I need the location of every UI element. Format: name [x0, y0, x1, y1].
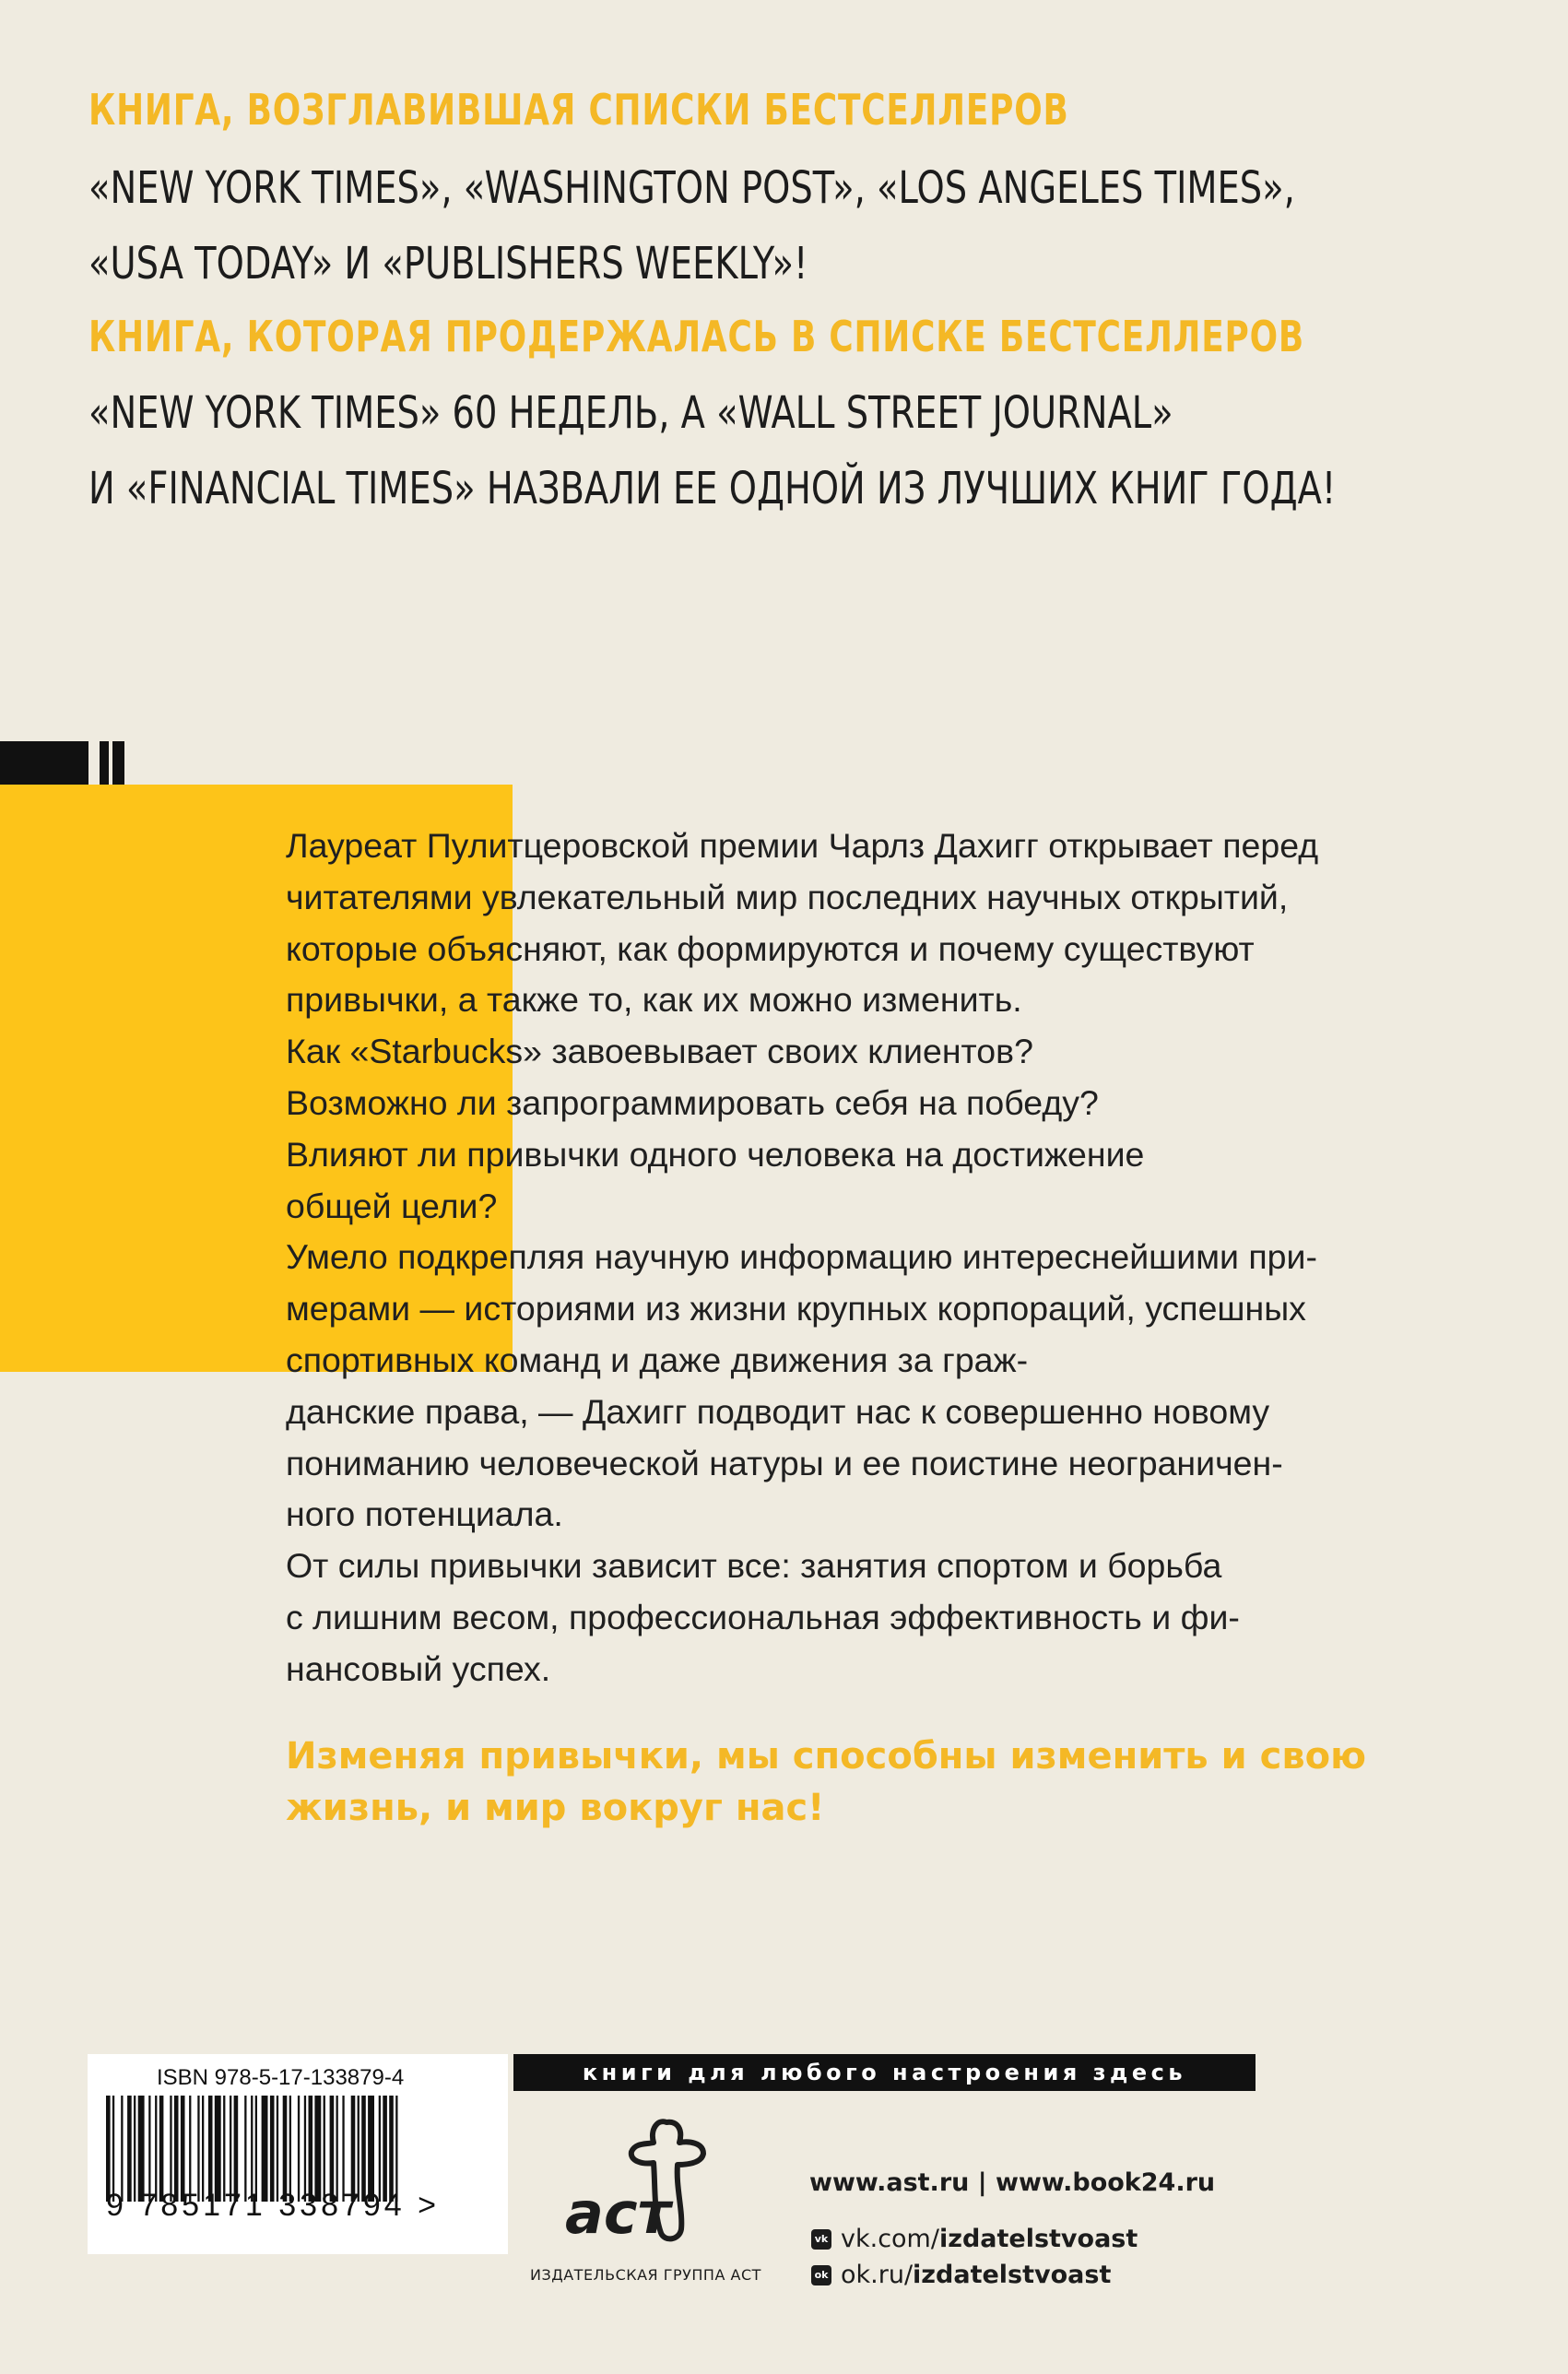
description-line: привычки, а также то, как их можно изменить. — [286, 980, 1022, 1020]
header-line-4: И «FINANCIAL TIMES» НАЗВАЛИ ЕЕ ОДНОЙ ИЗ ЛУЧШИХ КНИГ ГОДА! — [88, 463, 1337, 514]
description-line: пониманию человеческой натуры и ее поистине неограничен- — [286, 1443, 1283, 1482]
description-line: Влияют ли привычки одного человека на достижение — [286, 1134, 1145, 1174]
closing-statement — [286, 1730, 1539, 1834]
vk-link[interactable] — [811, 2225, 1138, 2253]
description-line: Умело подкрепляя научную информацию интереснейшими при- — [286, 1237, 1317, 1277]
closing-line: жизнь, и мир вокруг нас! — [286, 1787, 825, 1829]
closing-line: Изменяя привычки, мы способны изменить и свою — [286, 1735, 1366, 1778]
slogan-bar: книги для любого настроения здесь — [513, 2054, 1256, 2091]
barcode-digits: 9 785171 338794 > — [106, 2188, 441, 2223]
description-line: Как «Starbucks» завоевывает своих клиентов? — [286, 1032, 1033, 1071]
description-line: с лишним весом, профессиональная эффективность и фи- — [286, 1597, 1240, 1636]
description-line: читателями увлекательный мир последних научных открытий, — [286, 877, 1289, 916]
description-line: Лауреат Пулитцеровской премии Чарлз Дахигг открывает перед — [286, 826, 1319, 865]
ok-handle: izdatelstvoast — [913, 2261, 1112, 2289]
description-line: мерами — историями из жизни крупных корпораций, успешных — [286, 1289, 1306, 1329]
barcode-icon — [106, 2096, 493, 2202]
headline-bestseller-duration: КНИГА, КОТОРАЯ ПРОДЕРЖАЛАСЬ В СПИСКЕ БЕСТСЕЛЛЕРОВ — [88, 312, 1305, 361]
ok-prefix: ok.ru/ — [841, 2261, 914, 2289]
header-line-1: «NEW YORK TIMES», «WASHINGTON POST», «LOS ANGELES TIMES», — [88, 162, 1295, 214]
ok-icon: ok — [811, 2265, 831, 2285]
description-line: общей цели? — [286, 1186, 498, 1225]
vk-prefix: vk.com/ — [841, 2225, 939, 2253]
ok-link[interactable] — [811, 2261, 1111, 2289]
book-description — [286, 821, 1521, 1695]
description-line: спортивных команд и даже движения за граж- — [286, 1340, 1029, 1379]
ast-logo-icon — [558, 2111, 724, 2259]
description-line: которые объясняют, как формируются и почему существуют — [286, 928, 1255, 968]
headline-bestseller: КНИГА, ВОЗГЛАВИВШАЯ СПИСКИ БЕСТСЕЛЛЕРОВ — [88, 85, 1069, 135]
isbn-label: ISBN 978-5-17-133879-4 — [157, 2065, 405, 2090]
websites-link[interactable]: www.ast.ru | www.book24.ru — [809, 2168, 1216, 2197]
vk-handle: izdatelstvoast — [938, 2225, 1138, 2253]
vk-icon: vk — [811, 2229, 831, 2250]
description-line: От силы привычки зависит все: занятия спортом и борьба — [286, 1546, 1222, 1586]
logo-text: аст — [565, 2179, 671, 2247]
publisher-name: ИЗДАТЕЛЬСКАЯ ГРУППА АСТ — [530, 2266, 761, 2284]
description-line: ного потенциала. — [286, 1494, 563, 1534]
description-line: данские права, — Дахигг подводит нас к совершенно новому — [286, 1391, 1270, 1431]
header-line-2: «USA TODAY» И «PUBLISHERS WEEKLY»! — [88, 238, 808, 289]
description-line: Возможно ли запрограммировать себя на победу? — [286, 1082, 1099, 1122]
header-line-3: «NEW YORK TIMES» 60 НЕДЕЛЬ, А «WALL STREET JOURNAL» — [88, 387, 1173, 439]
barcode-panel — [88, 2054, 508, 2254]
description-line: нансовый успех. — [286, 1648, 551, 1688]
